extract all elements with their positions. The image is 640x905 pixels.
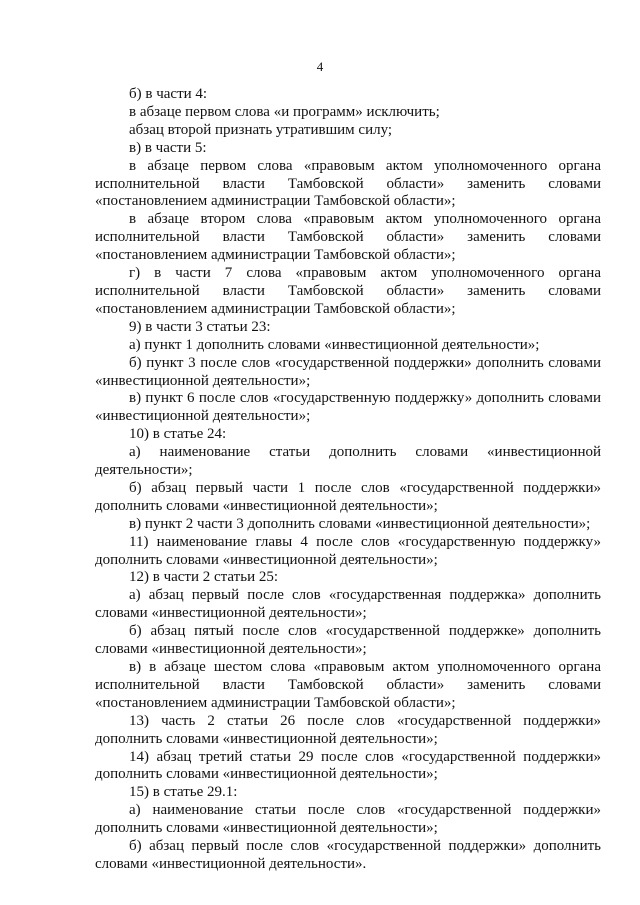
paragraph: б) пункт 3 после слов «государственной поддержки» дополнить словами «инвестиционной деятельности»; [95,354,601,389]
paragraph: в абзаце первом слова «правовым актом уполномоченного органа исполнительной власти Тамбовской области» заменить словами «постановлением администрации Тамбовской области»; [95,157,601,210]
paragraph: г) в части 7 слова «правовым актом уполномоченного органа исполнительной власти Тамбовской области» заменить словами «постановлением администрации Тамбовской области»; [95,265,601,317]
page-number: 4 [316,59,324,74]
document-body [95,86,601,874]
paragraph: б) абзац первый после слов «государственной поддержки» дополнить словами «инвестиционной деятельности». [95,838,601,872]
paragraph: в абзаце втором слова «правовым актом уполномоченного органа исполнительной власти Тамбовской области» заменить словами «постановлением администрации Тамбовской области»; [95,211,601,264]
paragraph: а) наименование статьи дополнить словами «инвестиционной деятельности»; [95,444,601,479]
paragraph: а) пункт 1 дополнить словами «инвестиционной деятельности»; [129,336,540,353]
paragraph: а) абзац первый после слов «государственная поддержка» дополнить словами «инвестиционной деятельности»; [95,587,601,622]
paragraph: 12) в части 2 статьи 25: [129,569,279,586]
paragraph: в абзаце первом слова «и программ» исключить; [129,103,440,120]
paragraph: в) пункт 6 после слов «государственную поддержку» дополнить словами «инвестиционной деятельности»; [95,390,601,425]
paragraph: б) в части 4: [129,86,208,102]
paragraph: 9) в части 3 статьи 23: [129,318,271,335]
paragraph: абзац второй признать утратившим силу; [129,121,393,138]
paragraph: 14) абзац третий статьи 29 после слов «государственной поддержки» дополнить словами «инвестиционной деятельности»; [95,748,601,783]
paragraph: а) наименование статьи после слов «государственной поддержки» дополнить словами «инвестиционной деятельности»; [95,802,601,837]
paragraph: в) в абзаце шестом слова «правовым актом уполномоченного органа исполнительной власти Тамбовской области» заменить словами «постановлением администрации Тамбовской области»; [95,659,601,711]
paragraph: 15) в статье 29.1: [129,784,238,801]
paragraph: в) в части 5: [129,139,207,156]
paragraph: б) абзац пятый после слов «государственной поддержке» дополнить словами «инвестиционной деятельности»; [95,623,601,658]
paragraph: 10) в статье 24: [129,426,227,443]
paragraph: 13) часть 2 статьи 26 после слов «государственной поддержки» дополнить словами «инвестиционной деятельности»; [95,712,601,747]
paragraph: 11) наименование главы 4 после слов «государственную поддержку» дополнить словами «инвестиционной деятельности»; [95,533,601,568]
paragraph: в) пункт 2 части 3 дополнить словами «инвестиционной деятельности»; [129,515,591,532]
paragraph: б) абзац первый части 1 после слов «государственной поддержки» дополнить словами «инвестиционной деятельности»; [95,479,601,514]
